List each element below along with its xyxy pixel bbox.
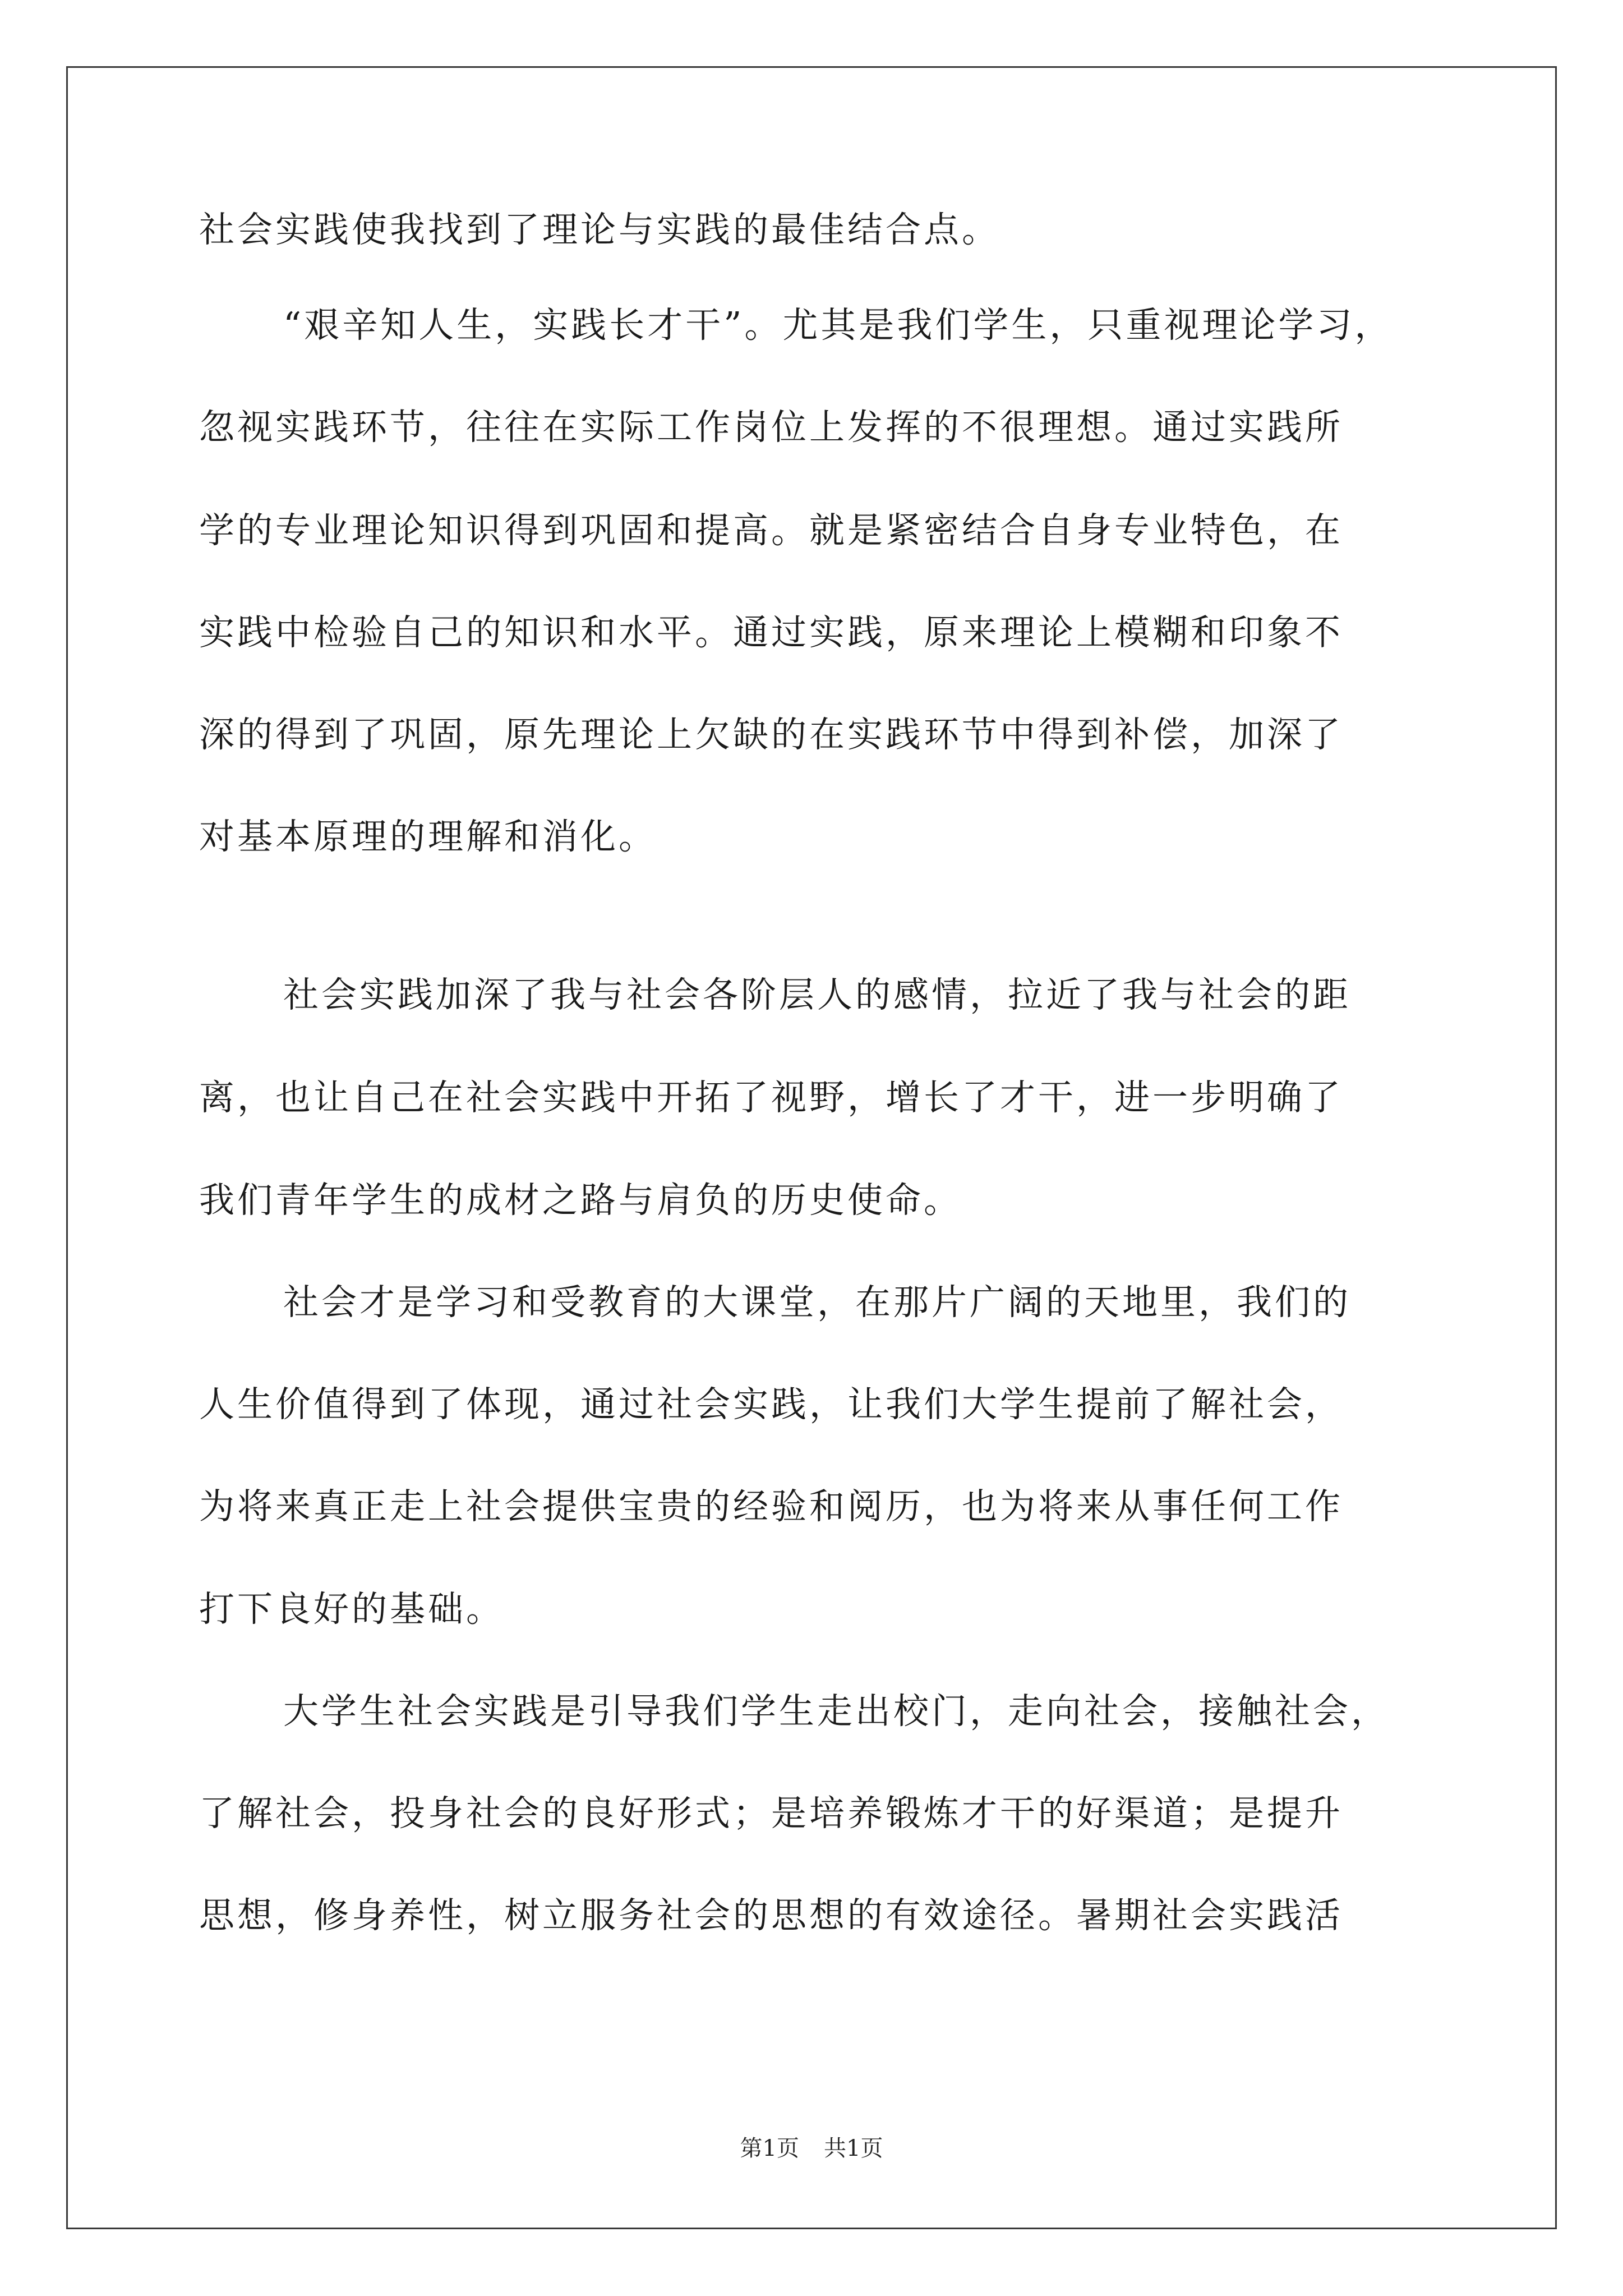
text-line: 对基本原理的理解和消化。 bbox=[199, 816, 657, 857]
paragraph-first-line: 社会才是学习和受教育的大课堂，在那片广阔的天地里，我们的 bbox=[283, 1282, 1351, 1323]
paragraph-first-line: 大学生社会实践是引导我们学生走出校门，走向社会，接触社会， bbox=[283, 1691, 1389, 1732]
text-line: 人生价值得到了体现，通过社会实践，让我们大学生提前了解社会， bbox=[199, 1384, 1343, 1425]
text-line: 思想，修身养性，树立服务社会的思想的有效途径。暑期社会实践活 bbox=[199, 1895, 1343, 1936]
text-line: 学的专业理论知识得到巩固和提高。就是紧密结合自身专业特色，在 bbox=[199, 510, 1343, 551]
text-line: 实践中检验自己的知识和水平。通过实践，原来理论上模糊和印象不 bbox=[199, 612, 1343, 653]
page-footer bbox=[0, 2134, 1623, 2162]
text-line: 忽视实践环节，往往在实际工作岗位上发挥的不很理想。通过实践所 bbox=[199, 407, 1343, 448]
text-line: 了解社会，投身社会的良好形式；是培养锻炼才干的好渠道；是提升 bbox=[199, 1793, 1343, 1834]
page-number: 第1页 bbox=[740, 2136, 799, 2161]
paragraph-first-line: “艰辛知人生，实践长才干”。尤其是我们学生，只重视理论学习， bbox=[283, 305, 1393, 346]
text-line: 为将来真正走上社会提供宝贵的经验和阅历，也为将来从事任何工作 bbox=[199, 1486, 1343, 1527]
text-line: 离，也让自己在社会实践中开拓了视野，增长了才干，进一步明确了 bbox=[199, 1077, 1343, 1118]
text-line: 打下良好的基础。 bbox=[199, 1589, 504, 1630]
page-total: 共1页 bbox=[824, 2136, 883, 2161]
text-line: 我们青年学生的成材之路与肩负的历史使命。 bbox=[199, 1180, 962, 1221]
text-line: 社会实践使我找到了理论与实践的最佳结合点。 bbox=[199, 209, 1000, 250]
paragraph-first-line: 社会实践加深了我与社会各阶层人的感情，拉近了我与社会的距 bbox=[283, 974, 1351, 1015]
text-line: 深的得到了巩固，原先理论上欠缺的在实践环节中得到补偿，加深了 bbox=[199, 714, 1343, 755]
